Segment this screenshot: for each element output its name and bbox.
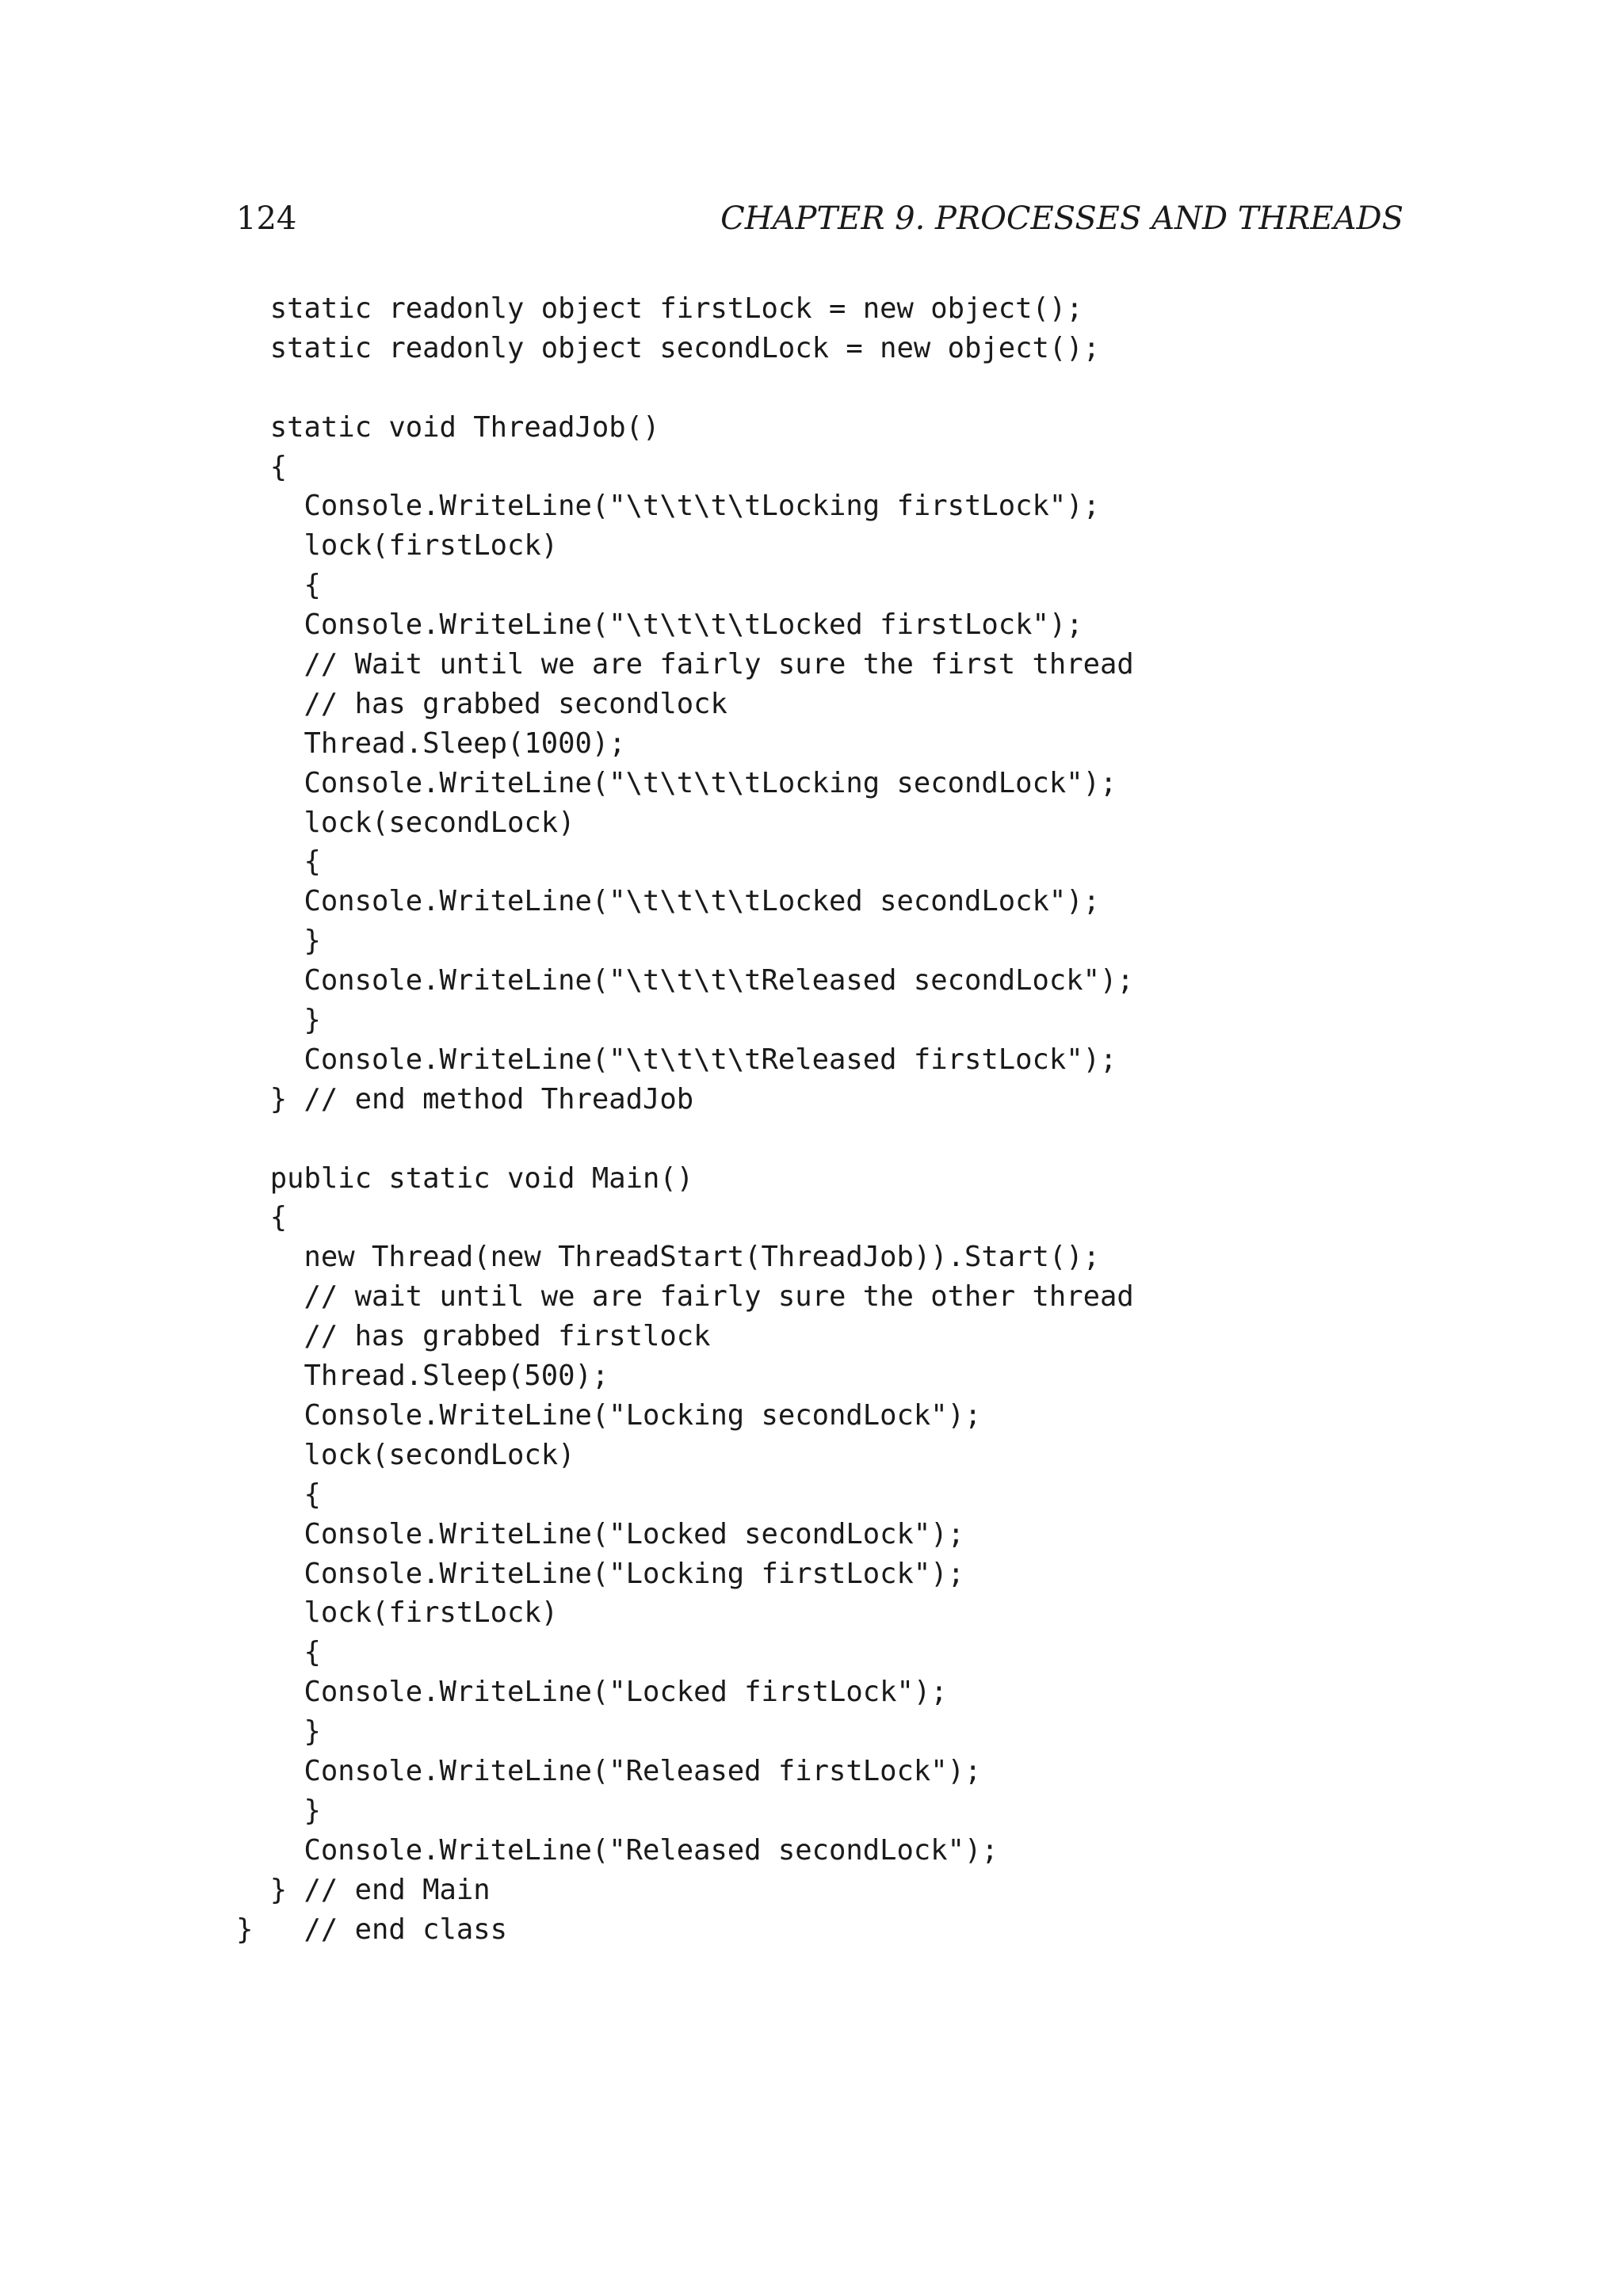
code-line: static void ThreadJob() [236,410,660,444]
code-line: lock(firstLock) [236,529,559,563]
code-line: static readonly object secondLock = new object(); [236,331,1101,364]
running-head: CHAPTER 9. PROCESSES AND THREADS [720,200,1403,237]
code-line: Console.WriteLine("Locked firstLock"); [236,1676,948,1709]
code-line: } // end Main [236,1873,491,1906]
code-line: Console.WriteLine("\t\t\t\tLocking secondLock"); [236,766,1117,799]
code-line: new Thread(new ThreadStart(ThreadJob)).Start(); [236,1241,1101,1274]
code-line: } [236,1715,321,1749]
code-line: { [236,1201,288,1234]
code-line: Console.WriteLine("Released secondLock"); [236,1833,999,1867]
code-line: } [236,1004,321,1037]
code-line: // has grabbed secondlock [236,687,727,720]
code-line: } [236,1794,321,1827]
code-line: // wait until we are fairly sure the other thread [236,1280,1134,1314]
code-line: } // end method ThreadJob [236,1082,694,1116]
code-line: Console.WriteLine("\t\t\t\tReleased firstLock"); [236,1043,1117,1076]
code-line: // has grabbed firstlock [236,1320,711,1353]
code-line: static readonly object firstLock = new object(); [236,292,1083,325]
code-line: Console.WriteLine("Locking firstLock"); [236,1557,965,1590]
code-line: Console.WriteLine("Released firstLock"); [236,1754,982,1787]
code-listing [236,289,1134,1949]
code-line: Console.WriteLine("\t\t\t\tLocked firstLock"); [236,608,1083,642]
code-line: } [236,925,321,958]
code-line: public static void Main() [236,1161,694,1195]
code-line: Console.WriteLine("Locking secondLock"); [236,1398,982,1432]
code-line [236,368,1134,408]
code-line: { [236,845,321,879]
code-line: lock(secondLock) [236,806,575,839]
code-line: { [236,1636,321,1669]
code-line: } // end class [236,1913,507,1946]
code-line: { [236,569,321,602]
code-line: Console.WriteLine("\t\t\t\tReleased secondLock"); [236,964,1134,997]
code-line: Console.WriteLine("\t\t\t\tLocked secondLock"); [236,885,1101,918]
code-line: Console.WriteLine("\t\t\t\tLocking firstLock"); [236,490,1101,523]
code-line [236,1119,1134,1159]
code-line: lock(firstLock) [236,1596,559,1630]
code-line: lock(secondLock) [236,1438,575,1471]
code-line: Thread.Sleep(1000); [236,727,626,760]
code-line: { [236,1478,321,1511]
code-line: Thread.Sleep(500); [236,1360,609,1393]
code-line: // Wait until we are fairly sure the first thread [236,648,1134,681]
code-line: { [236,450,288,483]
code-line: Console.WriteLine("Locked secondLock"); [236,1517,965,1550]
page-number: 124 [236,200,297,237]
